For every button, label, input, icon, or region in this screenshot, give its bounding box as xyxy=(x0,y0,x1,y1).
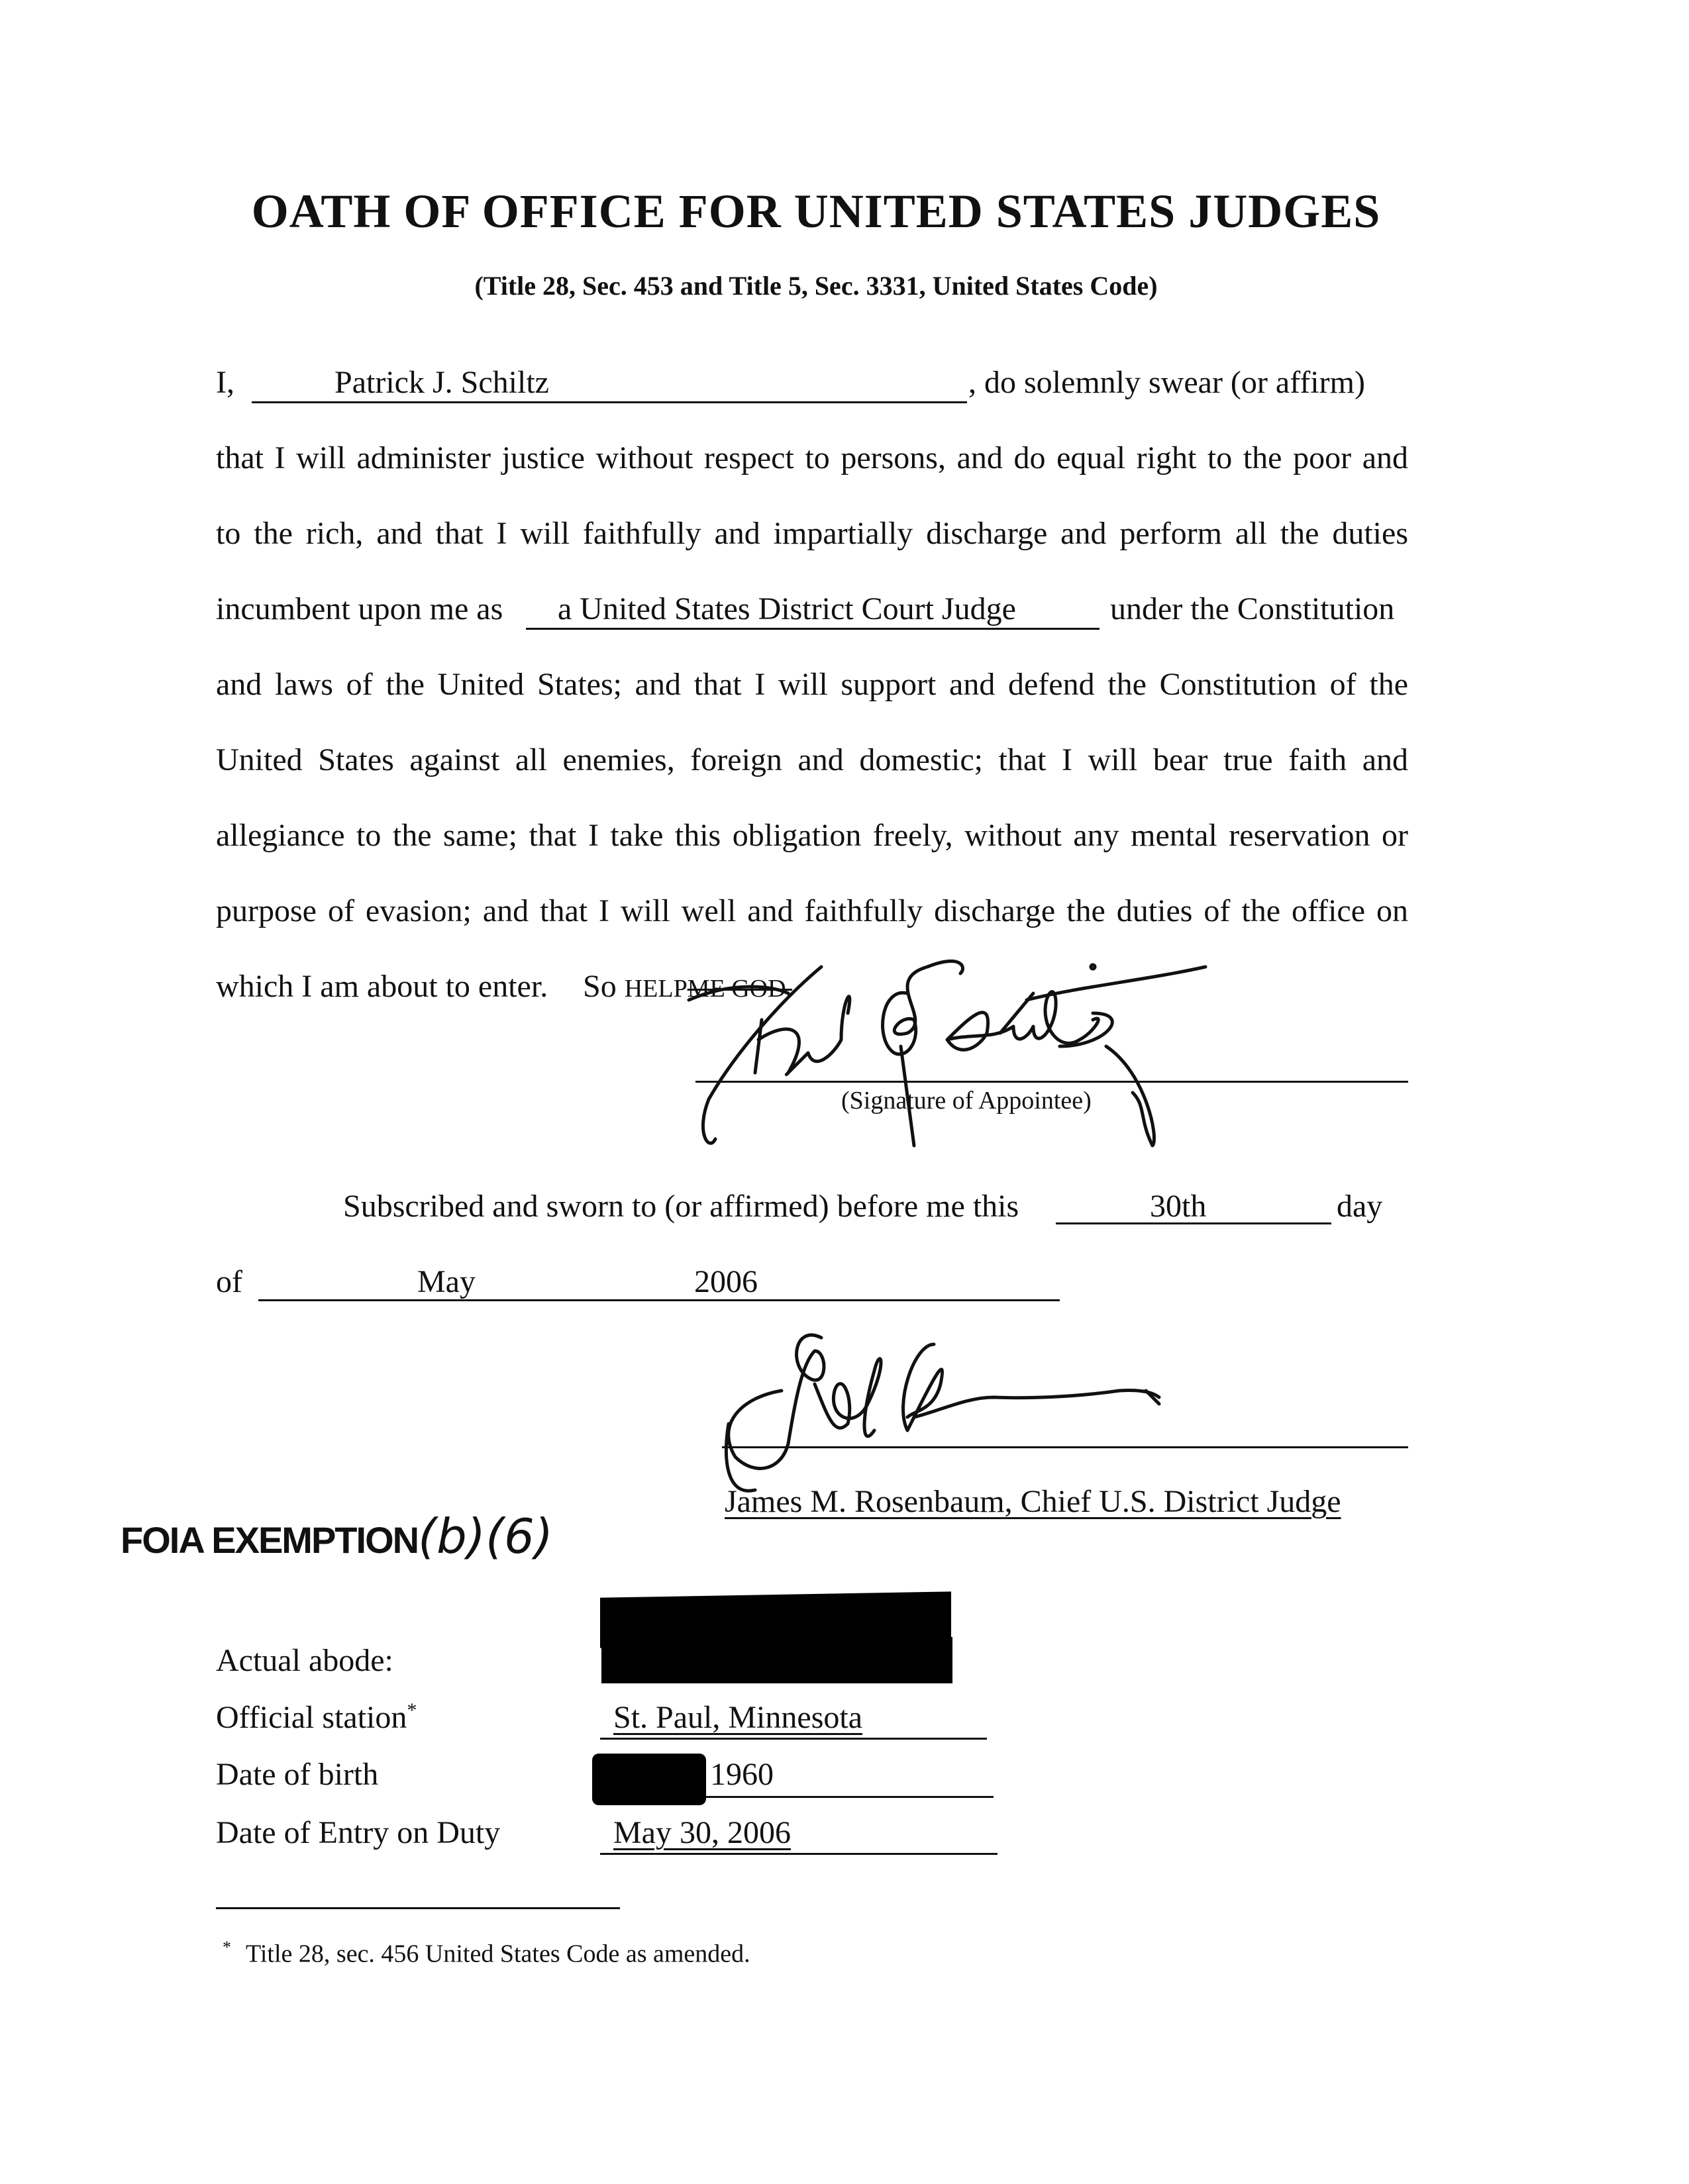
footnote-marker: * xyxy=(223,1938,231,1957)
official-station-value: St. Paul, Minnesota xyxy=(613,1700,863,1735)
official-station-label xyxy=(216,1699,417,1736)
official-signature-line xyxy=(722,1446,1408,1448)
footnote-rule xyxy=(216,1907,620,1909)
oath-line-6: United States against all enemies, foreign and domestic; that I will bear true faith and xyxy=(216,742,1408,777)
abode-redaction-lower xyxy=(601,1637,952,1683)
office-blank xyxy=(526,628,1100,630)
oath-line-3: to the rich, and that I will faithfully and impartially discharge and perform all the duties xyxy=(216,516,1408,551)
official-station-marker: * xyxy=(407,1699,417,1721)
foia-handwritten-code: (b)(6) xyxy=(418,1509,553,1564)
sworn-month: May xyxy=(417,1264,476,1299)
official-station-blank xyxy=(600,1738,987,1740)
foia-stamp-text: FOIA EXEMPTION xyxy=(121,1519,419,1561)
official-name-title: James M. Rosenbaum, Chief U.S. District Judge xyxy=(725,1484,1341,1519)
date-of-entry-value: May 30, 2006 xyxy=(613,1815,791,1850)
footnote xyxy=(223,1938,750,1969)
appointee-signature-caption: (Signature of Appointee) xyxy=(841,1087,1092,1115)
oath-line-4-end: under the Constitution xyxy=(1110,591,1395,626)
appointee-signature-scribble xyxy=(682,940,1239,1152)
day-word: day xyxy=(1337,1189,1383,1224)
oath-line-1-start: I, xyxy=(216,365,234,400)
oath-line-7: allegiance to the same; that I take this obligation freely, without any mental reservation or xyxy=(216,818,1408,853)
so-word: So xyxy=(583,969,617,1004)
oath-line-9: which I am about to enter. xyxy=(216,969,548,1004)
sworn-year: 2006 xyxy=(694,1264,758,1299)
oath-line-5: and laws of the United States; and that I will support and defend the Constitution of the xyxy=(216,667,1408,702)
appointee-signature-line xyxy=(695,1081,1408,1083)
appointee-name: Patrick J. Schiltz xyxy=(334,365,549,400)
date-of-birth-year: 1960 xyxy=(710,1757,774,1792)
month-year-blank xyxy=(258,1299,1060,1301)
official-signature-scribble xyxy=(715,1324,1192,1510)
help-word: HELP xyxy=(624,975,688,1003)
struck-me-god: ME GOD. xyxy=(687,975,793,1003)
oath-line-4-start: incumbent upon me as xyxy=(216,591,503,626)
actual-abode-label: Actual abode: xyxy=(216,1643,393,1678)
oath-line-1-end: , do solemnly swear (or affirm) xyxy=(968,365,1365,400)
subscribed-line-start: Subscribed and sworn to (or affirmed) before me this xyxy=(343,1189,1019,1224)
date-of-entry-blank xyxy=(600,1853,998,1855)
date-of-birth-blank xyxy=(706,1796,994,1798)
date-of-entry-label: Date of Entry on Duty xyxy=(216,1815,501,1850)
footnote-text: Title 28, sec. 456 United States Code as amended. xyxy=(246,1940,750,1968)
foia-exemption-stamp xyxy=(121,1509,553,1564)
of-word: of xyxy=(216,1264,242,1299)
official-station-label-text: Official station xyxy=(216,1700,407,1735)
appointee-name-blank xyxy=(252,401,967,403)
document-subtitle: (Title 28, Sec. 453 and Title 5, Sec. 3331, United States Code) xyxy=(474,271,1158,301)
document-title: OATH OF OFFICE FOR UNITED STATES JUDGES xyxy=(251,185,1381,238)
oath-line-2: that I will administer justice without respect to persons, and do equal right to the poor and xyxy=(216,440,1408,475)
oath-line-8: purpose of evasion; and that I will well and faithfully discharge the duties of the office on xyxy=(216,893,1408,928)
office-title: a United States District Court Judge xyxy=(558,591,1016,626)
date-of-birth-redaction xyxy=(592,1754,706,1805)
sworn-day: 30th xyxy=(1150,1189,1207,1224)
date-of-birth-label: Date of birth xyxy=(216,1757,379,1792)
